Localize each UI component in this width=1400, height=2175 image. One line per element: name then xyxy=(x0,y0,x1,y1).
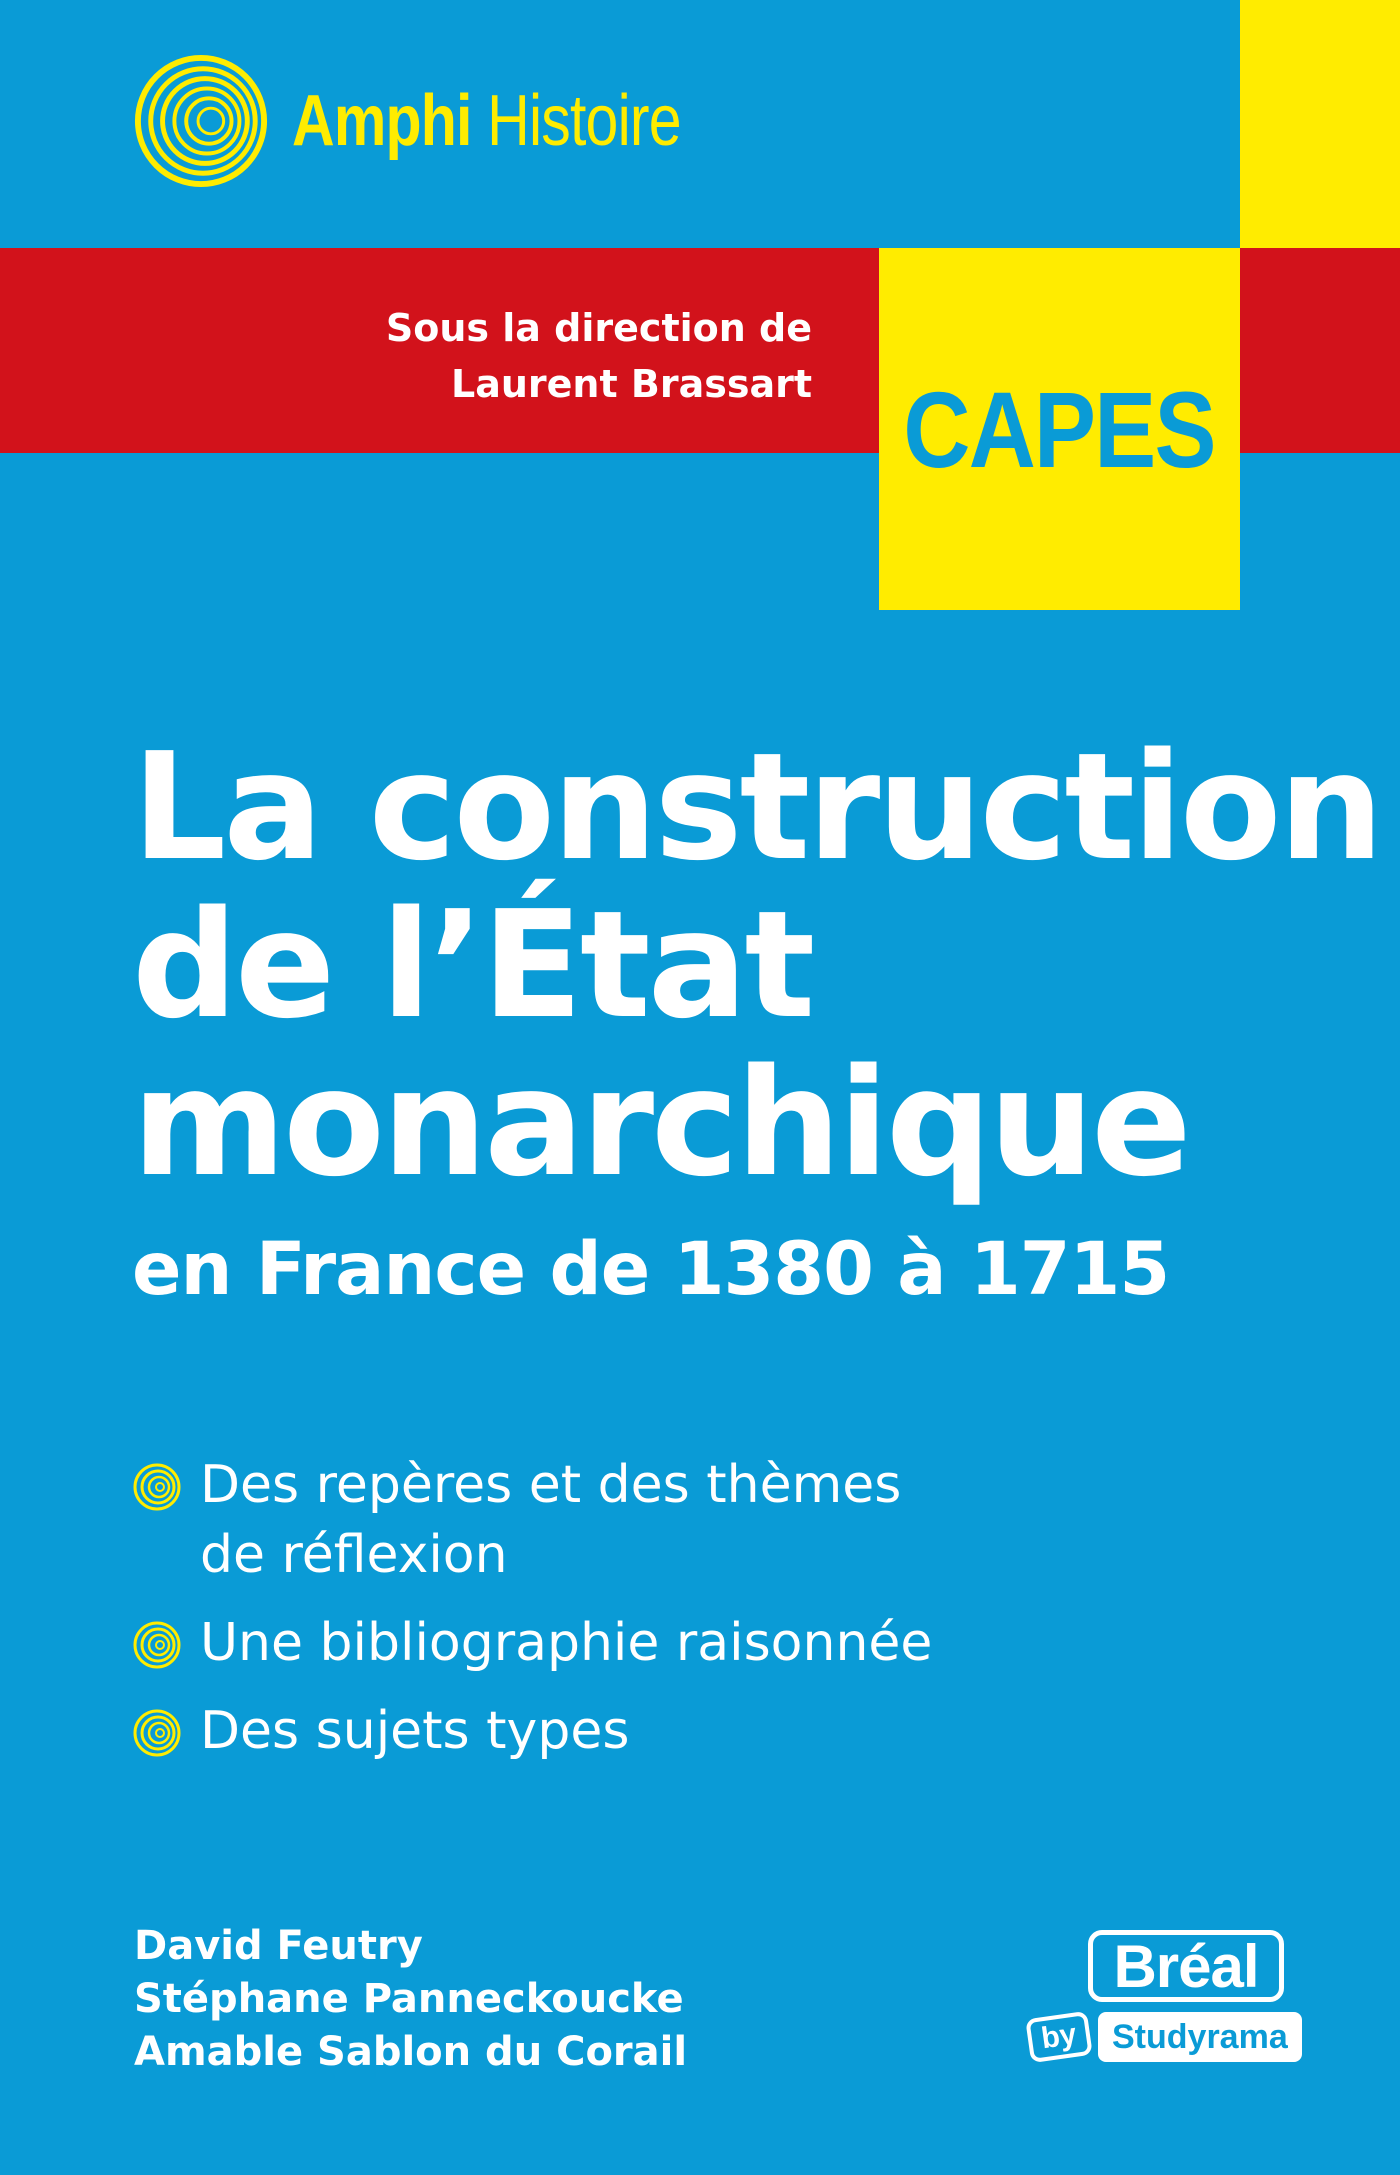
bullet-rings-icon xyxy=(132,1620,182,1670)
concentric-rings-icon xyxy=(132,52,270,190)
series-name xyxy=(292,80,681,162)
title-line-3: monarchique xyxy=(132,1037,1189,1209)
book-title xyxy=(132,721,1381,1209)
editor-name: Laurent Brassart xyxy=(451,362,812,406)
feature-text-line-2: de réflexion xyxy=(200,1525,508,1585)
author-name: David Feutry xyxy=(134,1923,423,1969)
editor-credit xyxy=(386,300,812,412)
publisher-name: Bréal xyxy=(1088,1930,1284,2002)
publisher-logo xyxy=(1028,1930,1298,2065)
feature-text-line-1: Des sujets types xyxy=(200,1701,630,1761)
bullet-rings-icon xyxy=(132,1708,182,1758)
publisher-group: Studyrama xyxy=(1098,2012,1302,2062)
feature-item xyxy=(132,1608,932,1678)
title-line-2: de l’État xyxy=(132,879,813,1051)
publisher-group-row xyxy=(1028,2012,1302,2062)
author-name: Stéphane Panneckoucke xyxy=(134,1976,684,2022)
feature-text-line-1: Des repères et des thèmes xyxy=(200,1455,902,1515)
capes-badge xyxy=(879,248,1240,610)
feature-text-line-1: Une bibliographie raisonnée xyxy=(200,1613,933,1673)
author-name: Amable Sablon du Corail xyxy=(134,2029,688,2075)
capes-badge-text: CAPES xyxy=(903,368,1216,490)
author-list xyxy=(134,1920,687,2079)
bullet-rings-icon xyxy=(132,1462,182,1512)
publisher-by: by xyxy=(1025,2011,1093,2063)
title-line-1: La construction xyxy=(132,721,1381,893)
feature-item xyxy=(132,1450,932,1590)
series-logo xyxy=(132,52,766,190)
feature-list xyxy=(132,1450,932,1784)
series-name-bold: Amphi xyxy=(292,81,472,161)
yellow-corner-strip xyxy=(1240,0,1400,252)
book-subtitle: en France de 1380 à 1715 xyxy=(132,1227,1170,1312)
feature-item xyxy=(132,1696,932,1766)
editor-credit-label: Sous la direction de xyxy=(385,306,812,350)
series-name-regular: Histoire xyxy=(487,81,681,161)
